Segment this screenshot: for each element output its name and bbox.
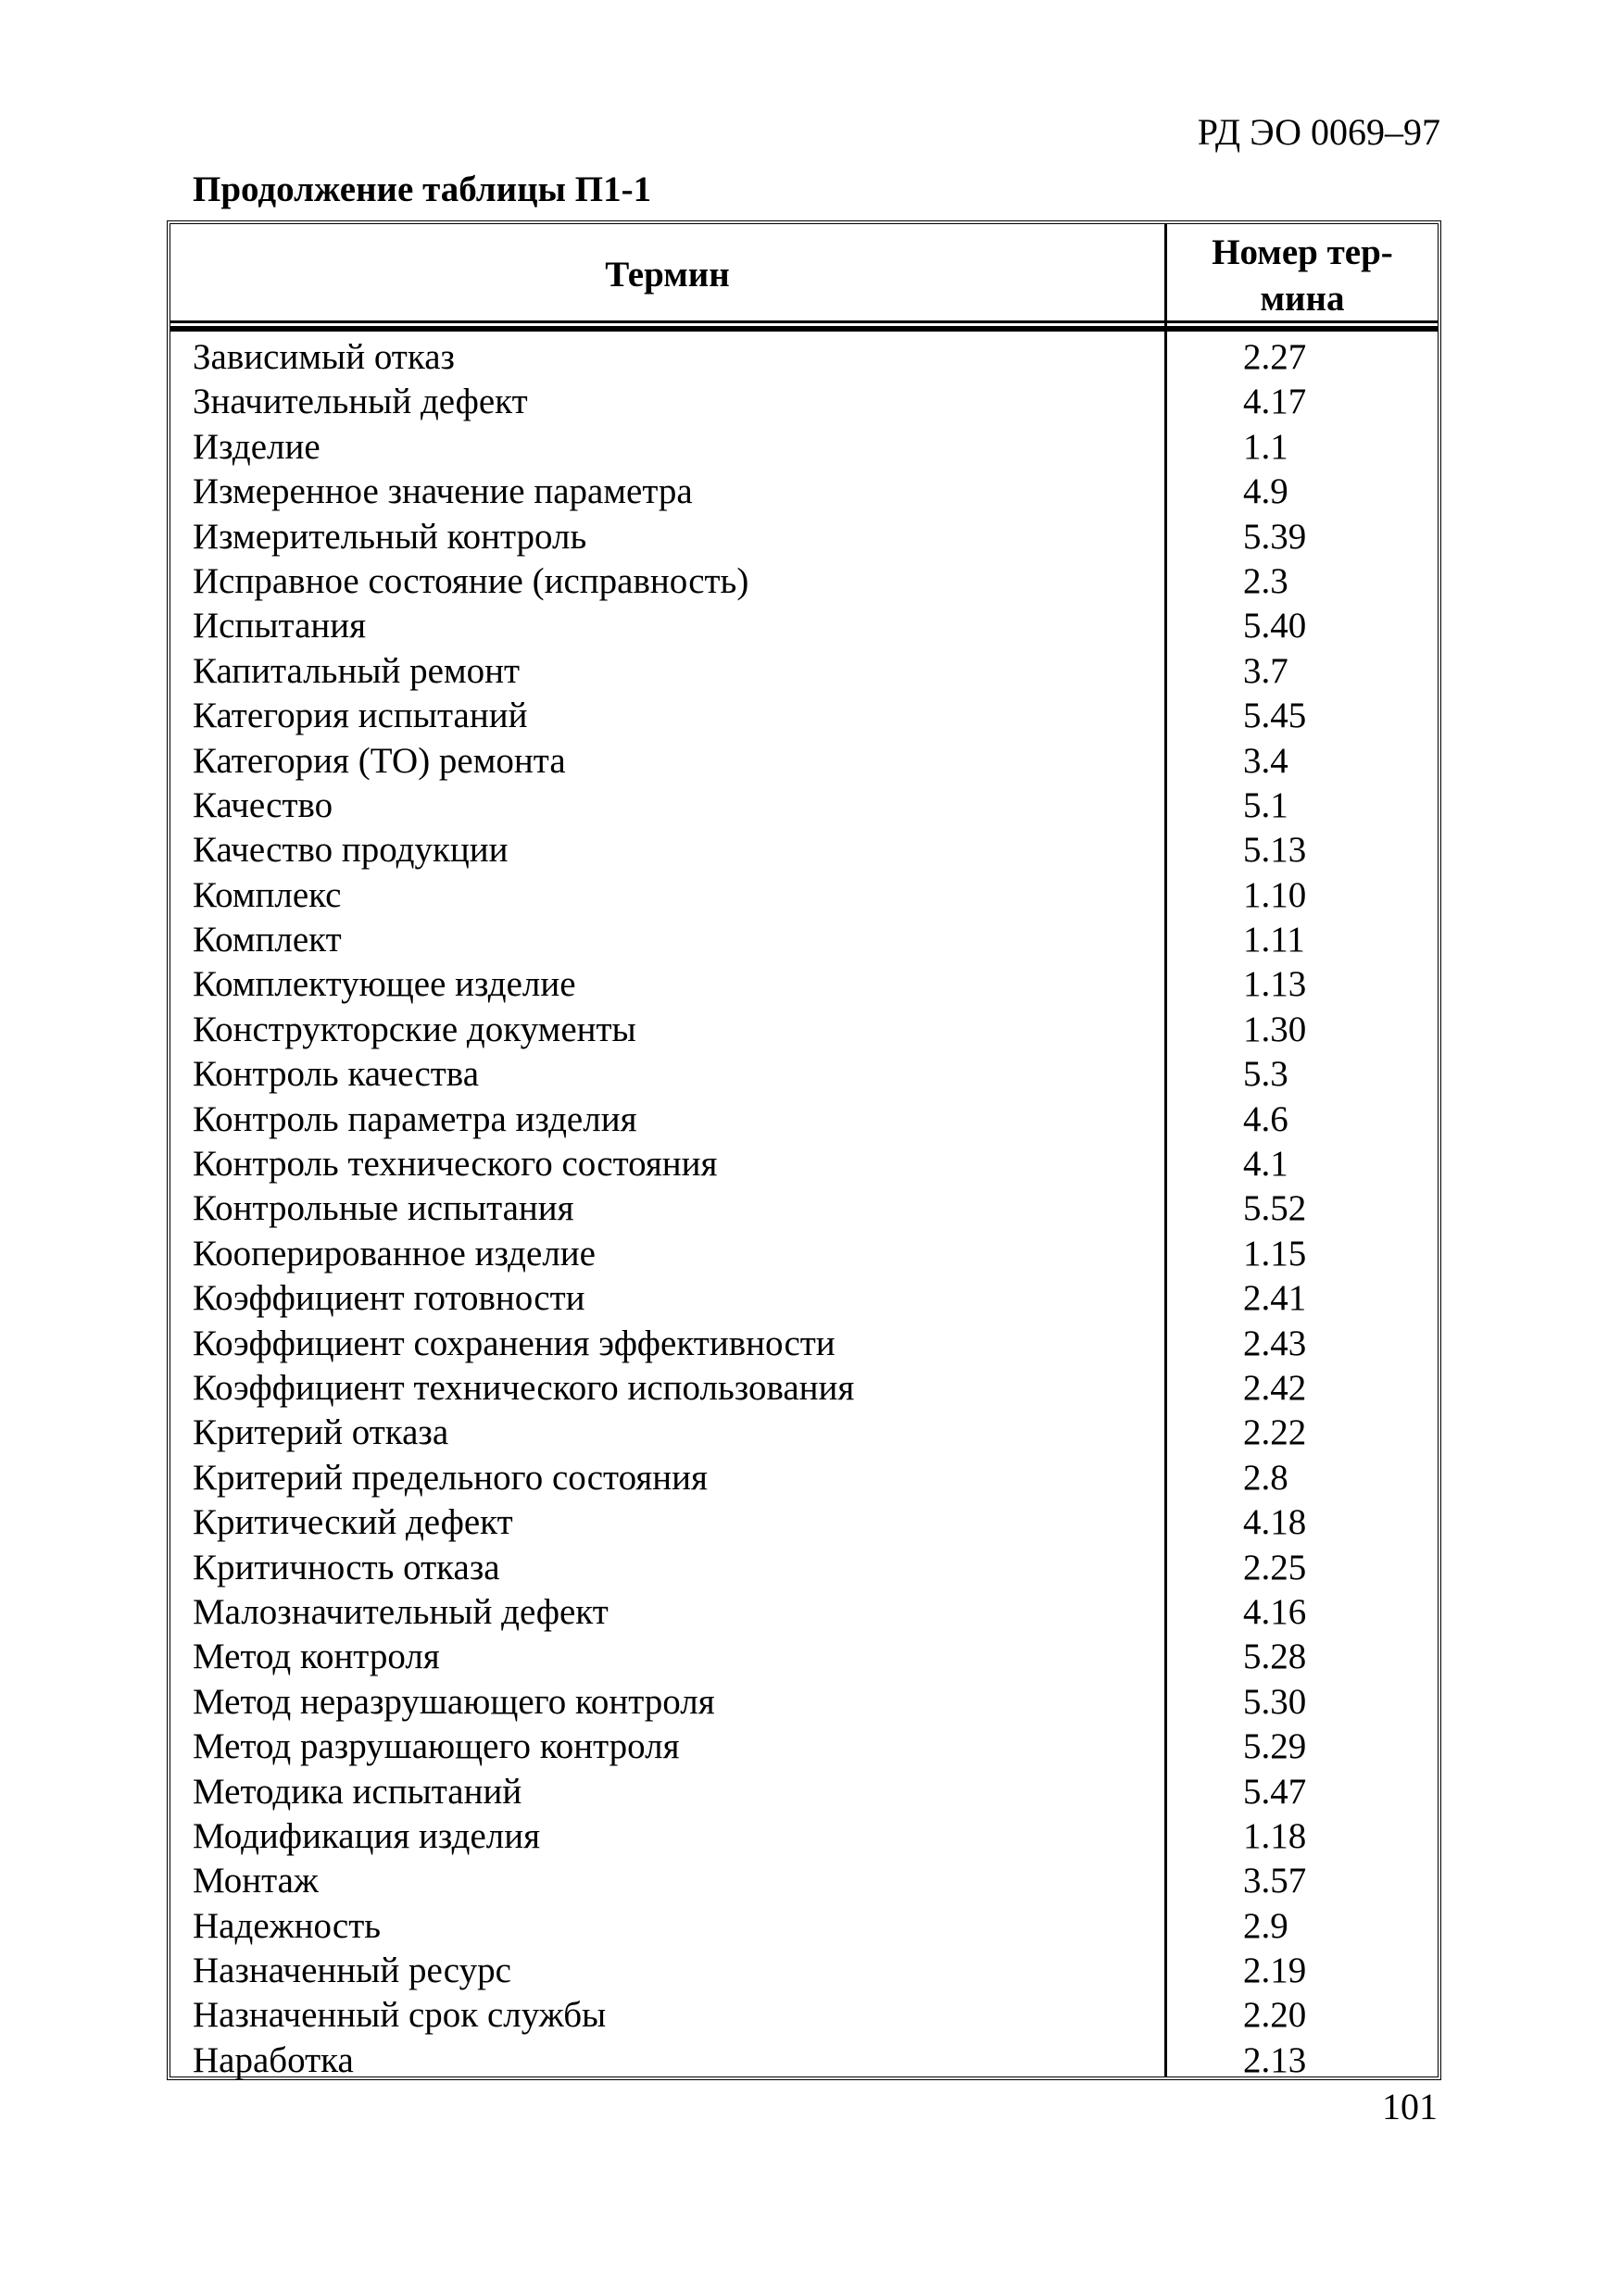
term-number-cell: 1.1 <box>1243 426 1288 467</box>
term-number-cell: 1.18 <box>1243 1815 1307 1856</box>
term-number-cell: 2.3 <box>1243 560 1288 601</box>
table-row <box>170 515 1438 559</box>
term-cell: Коэффициент готовности <box>193 1278 585 1319</box>
term-number-cell: 2.8 <box>1243 1457 1288 1498</box>
table-row <box>170 470 1438 514</box>
term-cell: Назначенный ресурс <box>193 1951 511 1991</box>
table-row <box>170 739 1438 784</box>
term-cell: Исправное состояние (исправность) <box>193 560 749 601</box>
table-row <box>170 2039 1438 2083</box>
term-cell: Критичность отказа <box>193 1547 500 1587</box>
column-header-term: Термин <box>605 255 730 295</box>
term-number-cell: 2.42 <box>1243 1367 1307 1408</box>
table-row <box>170 828 1438 872</box>
table-row <box>170 1186 1438 1231</box>
document-code: РД ЭО 0069–97 <box>1197 111 1440 153</box>
page-number: 101 <box>1382 2086 1438 2127</box>
table-row <box>170 1276 1438 1321</box>
table-row <box>170 1052 1438 1097</box>
column-header-number-line1: Номер тер- <box>1212 232 1393 272</box>
table-caption: Продолжение таблицы П1-1 <box>193 169 652 209</box>
term-number-cell: 2.19 <box>1243 1951 1307 1991</box>
table-row <box>170 1814 1438 1859</box>
term-cell: Контроль технического состояния <box>193 1144 718 1185</box>
term-cell: Метод контроля <box>193 1637 440 1677</box>
table-row <box>170 1546 1438 1590</box>
table-row <box>170 1635 1438 1679</box>
term-number-cell: 5.40 <box>1243 606 1307 646</box>
table-row <box>170 1456 1438 1500</box>
table-row <box>170 1500 1438 1545</box>
term-cell: Измеренное значение параметра <box>193 471 693 512</box>
term-cell: Надежность <box>193 1905 382 1946</box>
term-cell: Критерий отказа <box>193 1412 449 1453</box>
term-cell: Капитальный ремонт <box>193 650 521 691</box>
table-row <box>170 694 1438 738</box>
column-header-number-line2: мина <box>1260 279 1345 319</box>
term-number-cell: 2.41 <box>1243 1278 1307 1319</box>
term-number-cell: 2.20 <box>1243 1995 1307 2036</box>
term-number-cell: 2.22 <box>1243 1412 1307 1453</box>
term-cell: Назначенный срок службы <box>193 1995 607 2036</box>
terms-table <box>167 220 1441 2080</box>
table-row <box>170 1008 1438 1052</box>
table-row <box>170 425 1438 470</box>
term-cell: Значительный дефект <box>193 382 528 422</box>
table-row <box>170 1725 1438 1769</box>
term-cell: Комплектующее изделие <box>193 964 576 1005</box>
term-number-cell: 4.18 <box>1243 1502 1307 1543</box>
table-row <box>170 1949 1438 1993</box>
table-body <box>170 335 1438 2083</box>
term-cell: Контроль параметра изделия <box>193 1098 637 1139</box>
term-number-cell: 5.39 <box>1243 516 1307 557</box>
term-cell: Метод неразрушающего контроля <box>193 1681 715 1722</box>
table-row <box>170 784 1438 828</box>
table-row <box>170 1993 1438 2038</box>
term-number-cell: 2.13 <box>1243 2039 1307 2080</box>
term-cell: Качество <box>193 784 333 825</box>
term-cell: Кооперированное изделие <box>193 1233 596 1273</box>
term-cell: Монтаж <box>193 1861 319 1901</box>
table-row <box>170 604 1438 648</box>
column-header-number <box>1167 230 1438 322</box>
term-number-cell: 5.28 <box>1243 1637 1307 1677</box>
table-row <box>170 873 1438 918</box>
header-rule <box>170 320 1438 332</box>
term-cell: Модификация изделия <box>193 1815 541 1856</box>
table-row <box>170 1904 1438 1949</box>
term-number-cell: 4.1 <box>1243 1144 1288 1185</box>
term-cell: Категория испытаний <box>193 696 528 736</box>
term-cell: Наработка <box>193 2039 354 2080</box>
term-number-cell: 1.13 <box>1243 964 1307 1005</box>
term-number-cell: 2.43 <box>1243 1323 1307 1363</box>
term-number-cell: 2.9 <box>1243 1905 1288 1946</box>
term-cell: Комплекс <box>193 874 342 915</box>
term-number-cell: 4.9 <box>1243 471 1288 512</box>
term-cell: Контроль качества <box>193 1054 480 1095</box>
term-cell: Изделие <box>193 426 320 467</box>
term-number-cell: 3.7 <box>1243 650 1288 691</box>
table-row <box>170 1859 1438 1903</box>
term-number-cell: 5.47 <box>1243 1771 1307 1812</box>
term-number-cell: 5.30 <box>1243 1681 1307 1722</box>
term-cell: Комплект <box>193 920 342 960</box>
term-cell: Конструкторские документы <box>193 1009 636 1049</box>
term-cell: Критерий предельного состояния <box>193 1457 708 1498</box>
table-row <box>170 559 1438 604</box>
term-cell: Измерительный контроль <box>193 516 587 557</box>
term-number-cell: 1.15 <box>1243 1233 1307 1273</box>
term-cell: Критический дефект <box>193 1502 513 1543</box>
table-row <box>170 649 1438 694</box>
term-cell: Зависимый отказ <box>193 337 455 377</box>
term-cell: Метод разрушающего контроля <box>193 1726 680 1767</box>
term-number-cell: 5.13 <box>1243 830 1307 871</box>
table-row <box>170 1142 1438 1186</box>
term-number-cell: 5.3 <box>1243 1054 1288 1095</box>
term-number-cell: 1.10 <box>1243 874 1307 915</box>
term-cell: Малозначительный дефект <box>193 1591 609 1632</box>
term-cell: Испытания <box>193 606 367 646</box>
table-row <box>170 1322 1438 1366</box>
term-number-cell: 2.27 <box>1243 337 1307 377</box>
term-number-cell: 4.6 <box>1243 1098 1288 1139</box>
table-row <box>170 1098 1438 1142</box>
term-cell: Коэффициент сохранения эффективности <box>193 1323 836 1363</box>
term-number-cell: 1.11 <box>1243 920 1305 960</box>
term-number-cell: 5.45 <box>1243 696 1307 736</box>
term-number-cell: 5.29 <box>1243 1726 1307 1767</box>
table-row <box>170 1590 1438 1635</box>
table-row <box>170 1411 1438 1455</box>
term-number-cell: 3.4 <box>1243 740 1288 781</box>
term-number-cell: 4.16 <box>1243 1591 1307 1632</box>
term-cell: Контрольные испытания <box>193 1188 574 1229</box>
term-cell: Коэффициент технического использования <box>193 1367 855 1408</box>
term-number-cell: 5.52 <box>1243 1188 1307 1229</box>
table-row <box>170 380 1438 424</box>
table-row <box>170 1232 1438 1276</box>
table-row <box>170 1770 1438 1814</box>
table-row <box>170 918 1438 962</box>
term-number-cell: 2.25 <box>1243 1547 1307 1587</box>
term-cell: Качество продукции <box>193 830 509 871</box>
table-row <box>170 1366 1438 1411</box>
term-number-cell: 3.57 <box>1243 1861 1307 1901</box>
table-row <box>170 962 1438 1007</box>
term-number-cell: 5.1 <box>1243 784 1288 825</box>
term-cell: Методика испытаний <box>193 1771 522 1812</box>
term-cell: Категория (ТО) ремонта <box>193 740 566 781</box>
table-row <box>170 335 1438 380</box>
term-number-cell: 4.17 <box>1243 382 1307 422</box>
table-row <box>170 1680 1438 1725</box>
term-number-cell: 1.30 <box>1243 1009 1307 1049</box>
